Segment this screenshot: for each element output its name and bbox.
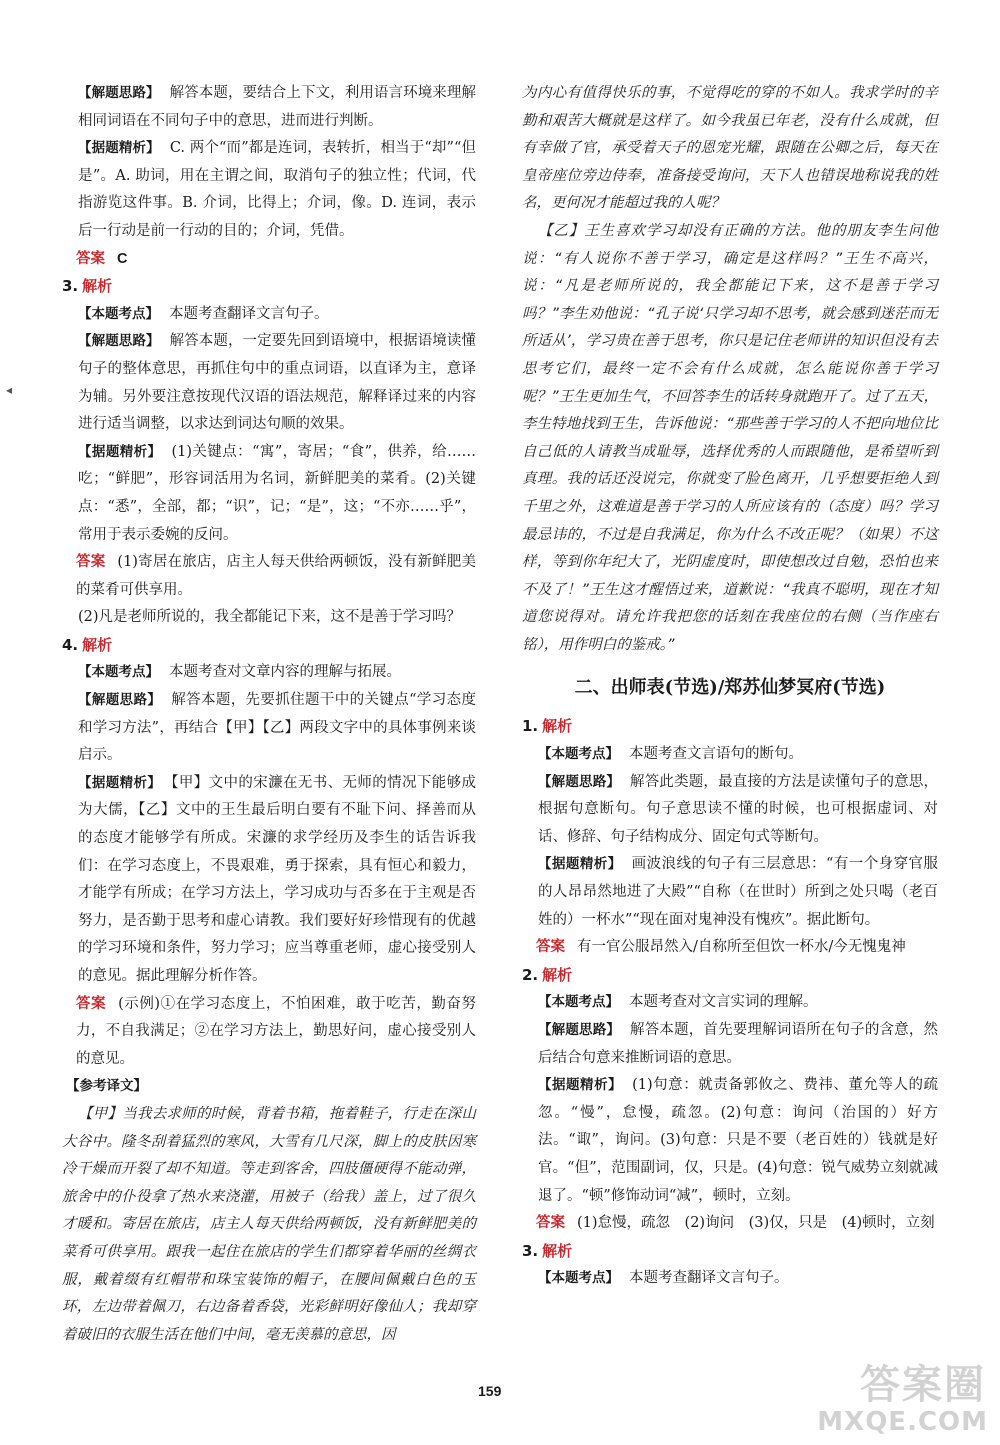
question-heading: [522, 962, 938, 990]
reference-translation-text: 【甲】当我去求师的时候，背着书箱，拖着鞋子，行走在深山大谷中。隆冬刮着猛烈的寒风，大雪有几尺深，脚上的皮肤因寒冷干燥而开裂了却不知道。等走到客舍，四肢僵硬得不能动弹，旅舍中的仆役拿了热水来浇灌，用被子（给我）盖上，过了很久才暖和。寄居在旅店，店主人每天供给两顿饭，没有新鲜肥美的菜肴可供享用。跟我一起住在旅店的学生们都穿着华丽的丝绸衣服，戴着缀有红帽带和珠宝装饰的帽子，在腰间佩戴白色的玉环，左边带着佩刀，右边备着香袋，光彩鲜明好像仙人；我却穿着破旧的衣服生活在他们中间，毫无羡慕的意思，因: [62, 1105, 476, 1343]
question-title: 解析: [542, 717, 573, 736]
analysis-text: 解答本题，首先要理解词语所在句子的含意，然后结合句意来推断词语的意思。: [538, 1022, 939, 1066]
answer-label: 答案: [76, 250, 105, 267]
question-number: 3.: [62, 277, 79, 296]
question-number: 1.: [522, 717, 539, 736]
analysis-block: [522, 769, 938, 852]
question-title: 解析: [542, 1241, 573, 1260]
answer-text: (示例)①在学习态度上，不怕困难，敢于吃苦，勤奋努力，不自我满足；②在学习方法上，勤思好问，虚心接受别人的意见。: [76, 995, 477, 1067]
question-number: 3.: [522, 1241, 539, 1260]
analysis-text: 解答本题，要结合上下文，利用语言环境来理解相同词语在不同句子中的意思，进而进行判断。: [78, 85, 476, 129]
answer-text: (1)怠慢，疏忽 (2)询问 (3)仅，只是 (4)顿时，立刻: [577, 1215, 935, 1232]
reference-translation-text: 【乙】王生喜欢学习却没有正确的方法。他的朋友李生问他说：“有人说你不善于学习，确定是这样吗？”王生不高兴，说：“凡是老师所说的，我全都能记下来，这不是善于学习吗？”李生劝他说：“孔子说‘只学习却不思考，就会感到迷茫而无所适从’，学习贵在善于思考，你只是记住老师讲的知识但没有去思考它们，最终一定不会有什么成就，怎么能说你善于学习呢？”王生更加生气，不回答李生的话转身就跑开了。过了五天，李生特地找到王生，告诉他说：“那些善于学习的人不把向地位比自己低的人请教当成耻辱，选择优秀的人而跟随他，是希望听到真理。我的话还没说完，你就变了脸色离开，几乎想要拒绝人到千里之外，这难道是善于学习的人所应该有的（态度）吗？学习最忌讳的，不过是自我满足，你为什么不改正呢？（如果）不这样，等到你年纪大了，光阴虚度时，即使想改过自勉，恐怕也来不及了！”王生这才醒悟过来，道歉说：“我真不聪明，现在才知道您说得对。请允许我把您的话刻在我座位的右侧（当作座右铭），用作明白的鉴戒。”: [522, 222, 938, 653]
section-label: 【本题考点】: [538, 1270, 619, 1287]
analysis-text: 本题考查对文章内容的理解与拓展。: [169, 664, 401, 681]
watermark-text: 答案圈: [860, 1362, 986, 1408]
analysis-block: [522, 1265, 938, 1293]
answer-label: 答案: [536, 939, 565, 956]
analysis-block: [522, 989, 938, 1017]
section-label: 【本题考点】: [538, 994, 619, 1011]
question-number: 4.: [62, 635, 79, 654]
analysis-text: 解答本题，先要抓住题干中的关键点“学习态度和学习方法”，再结合【甲】【乙】两段文字中的具体事例来谈启示。: [78, 692, 476, 764]
analysis-block: [62, 301, 476, 329]
section-label: 【据题精析】: [78, 140, 160, 157]
section-label: 【据题精析】: [538, 1077, 623, 1094]
margin-mark: ◂: [6, 383, 13, 397]
analysis-block: [62, 439, 476, 549]
question-heading: [62, 273, 476, 301]
answer-block: [62, 246, 476, 274]
section-label: 【据题精析】: [78, 443, 162, 460]
section-label: 【解题思路】: [78, 692, 162, 709]
analysis-block: [522, 1017, 938, 1072]
analysis-block: [62, 687, 476, 770]
watermark-logo: [817, 1351, 992, 1439]
question-heading: [522, 713, 938, 741]
section-label: 【解题思路】: [538, 773, 621, 790]
analysis-text: 【甲】文中的宋濂在无书、无师的情况下能够成为大儒，【乙】文中的王生最后明白要有不耻下问、择善而从的态度才能够学有所成。宋濂的求学经历及李生的话告诉我们：在学习态度上，不畏艰难，勇于探索，具有恒心和毅力，才能学有所成；在学习方法上，学习成功与否多在于主观是否努力，是否勤于思考和虚心请教。我们要好好珍惜现有的优越的学习环境和条件，努力学习；应当尊重老师，虚心接受别人的意见。据此理解分析作答。: [78, 774, 476, 984]
analysis-block: [522, 1072, 938, 1210]
question-number: 2.: [522, 965, 539, 984]
answer-text: C: [117, 250, 128, 267]
answer-label: 答案: [76, 995, 107, 1012]
answer-block: [522, 1210, 938, 1238]
analysis-block: [62, 328, 476, 438]
analysis-block: [62, 135, 476, 245]
reference-translation-label: 【参考译文】: [66, 1078, 147, 1095]
answer-label: 答案: [536, 1215, 565, 1232]
section-label: 【本题考点】: [78, 305, 159, 322]
analysis-text: C. 两个“而”都是连词，表转折，相当于“却”“但是”。A. 助词，用在主谓之间，取消句子的独立性；代词，代指游览这件事。B. 介词，比得上；介词，像。D. 连词，表示后一行动是前一行动的目的；介词，凭借。: [78, 140, 477, 239]
analysis-text: 本题考查文言语句的断句。: [629, 746, 803, 763]
watermark-url: MXQE.COM: [817, 1407, 988, 1437]
analysis-block: [62, 80, 476, 135]
question-heading: [62, 632, 476, 660]
section-title: 二、出师表(节选)/郑苏仙梦冥府(节选): [574, 677, 886, 699]
page-number: 159: [478, 1383, 502, 1399]
section-label: 【本题考点】: [78, 664, 159, 681]
analysis-block: [522, 741, 938, 769]
answer-text-cont: (2)凡是老师所说的，我全都能记下来，这不是善于学习吗？: [78, 609, 462, 626]
section-label: 【解题思路】: [78, 85, 160, 101]
reference-translation-text: 为内心有值得快乐的事，不觉得吃的穿的不如人。我求学时的辛勤和艰苦大概就是这样了。如今我虽已年老，没有什么成就，但有幸做了官，承受着天子的恩宠光耀，跟随在公卿之后，每天在皇帝座位旁边侍奉，准备接受询问，天下人也错误地称说我的姓名，更何况才能超过我的人呢？: [522, 85, 938, 212]
analysis-text: 本题考查翻译文言句子。: [629, 1270, 789, 1287]
section-label: 【据题精析】: [538, 856, 622, 873]
answer-text: (1)寄居在旅店，店主人每天供给两顿饭，没有新鲜肥美的菜肴可供享用。: [76, 554, 477, 598]
section-label: 【据题精析】: [78, 774, 162, 791]
left-column: [62, 80, 476, 1349]
answer-block: [62, 991, 476, 1074]
section-label: 【本题考点】: [538, 746, 619, 763]
analysis-block: [62, 659, 476, 687]
answer-block: [522, 934, 938, 962]
right-column: [522, 80, 938, 1293]
question-heading: [522, 1238, 938, 1266]
analysis-text: (1)句意：就责备郭攸之、费祎、董允等人的疏忽。“慢”，怠慢，疏忽。(2)句意：询问（治国的）好方法。“诹”，询问。(3)句意：只是不要（老百姓的）钱就是好官。“但”，范围副词，仅，只是。(4)句意：锐气威势立刻就减退了。“顿”修饰动词“减”，顿时，立刻。: [538, 1077, 938, 1204]
answer-block: [62, 549, 476, 604]
analysis-text: 解答此类题，最直接的方法是读懂句子的意思，根据句意断句。句子意思读不懂的时候，也可根据虚词、对话、修辞、句子结构成分、固定句式等断句。: [538, 773, 939, 845]
analysis-text: 本题考查翻译文言句子。: [169, 305, 329, 322]
question-title: 解析: [82, 635, 113, 654]
analysis-block: [522, 851, 938, 934]
analysis-text: (1)关键点：“寓”，寄居；“食”，供养，给……吃；“鲜肥”，形容词活用为名词，新鲜肥美的菜肴。(2)关键点：“悉”，全部，都；“识”，记；“是”，这；“不亦……乎”，常用于表示委婉的反问。: [78, 443, 476, 543]
section-label: 【解题思路】: [538, 1022, 621, 1038]
answer-text: 有一官公服昂然入/自称所至但饮一杯水/今无愧鬼神: [577, 939, 906, 956]
analysis-text: 本题考查对文言实词的理解。: [629, 994, 818, 1011]
question-title: 解析: [82, 277, 113, 296]
section-label: 【解题思路】: [78, 333, 160, 350]
analysis-text: 画波浪线的句子有三层意思：“有一个身穿官服的人昂昂然地进了大殿”“自称（在世时）所到之处只喝（老百姓的）一杯水”“现在面对鬼神没有愧疚”。据此断句。: [538, 856, 938, 928]
answer-label: 答案: [76, 554, 106, 571]
analysis-text: 解答本题，一定要先回到语境中，根据语境读懂句子的整体意思，再抓住句中的重点词语，以直译为主，意译为辅。另外要注意按现代汉语的语法规范，解释译过来的内容进行适当调整，以求达到词达句顺的效果。: [78, 333, 476, 433]
analysis-block: [62, 770, 476, 991]
question-title: 解析: [542, 965, 573, 984]
